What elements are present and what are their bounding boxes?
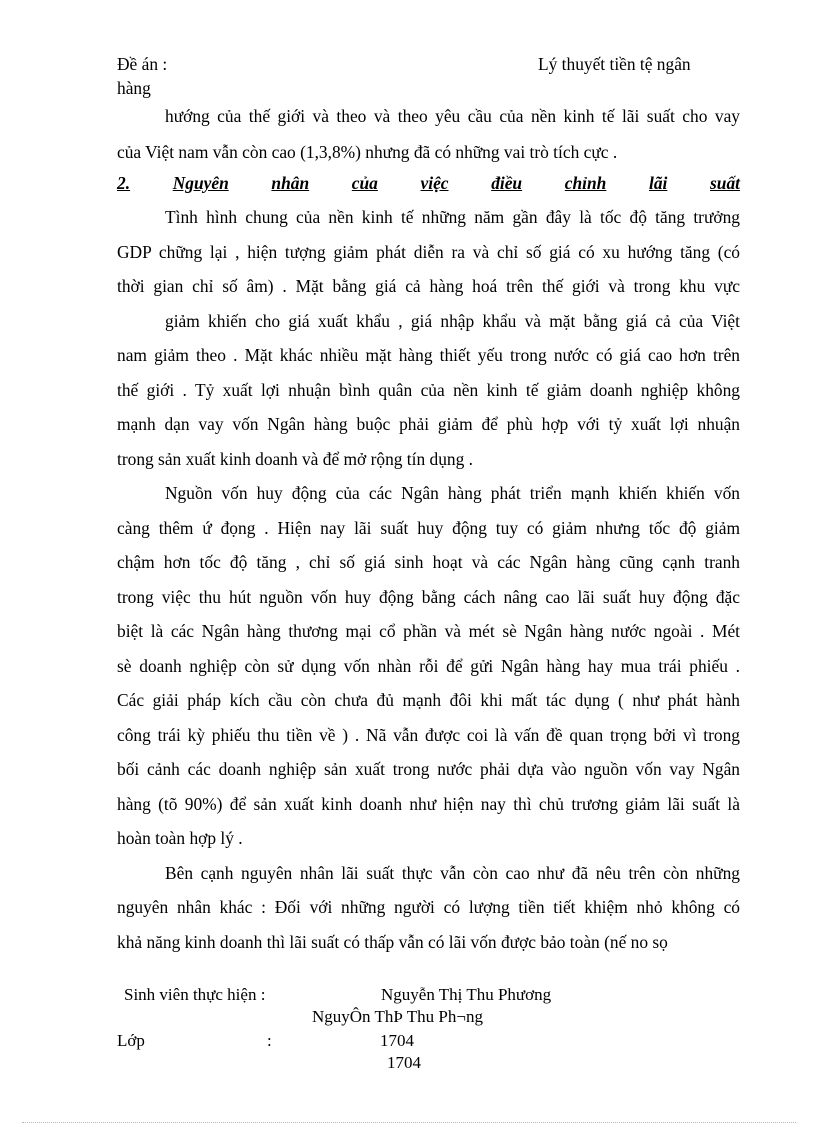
header-right: Lý thuyết tiền tệ ngân (538, 54, 691, 74)
body-line: mạnh dạn vay vốn Ngân hàng buộc phải giảm để phù hợp với tỷ xuất lợi nhuận (117, 414, 740, 434)
body-line: nam giảm theo . Mặt khác nhiều mặt hàng thiết yếu trong nước có giá cao hơn trên (117, 345, 740, 365)
body-line: sè doanh nghiệp còn sử dụng vốn nhàn rỗi để gửi Ngân hàng hay mua trái phiếu . (117, 656, 740, 676)
body-line: GDP chững lại , hiện tượng giảm phát diễn ra và chỉ số giá có xu hướng tăng (có (117, 242, 740, 262)
body-line: công trái kỳ phiếu thu tiền về ) . Nã vẫn được coi là vấn đề quan trọng bởi vì trong (117, 725, 740, 745)
header-left: Đề án : (117, 54, 168, 74)
body-line: biệt là các Ngân hàng thương mại cổ phần và mét sè Ngân hàng nước ngoài . Mét (117, 621, 740, 641)
body-line: Bên cạnh nguyên nhân lãi suất thực vẫn còn cao như đã nêu trên còn những (165, 863, 740, 883)
section-heading (117, 173, 740, 197)
body-line: hướng của thế giới và theo và theo yêu cầu của nền kinh tế lãi suất cho vay (165, 106, 740, 126)
body-line: hoàn toàn hợp lý . (117, 828, 243, 848)
body-line: trong việc thu hút nguồn vốn huy động bằng cách nâng cao lãi suất huy động đặc (117, 587, 740, 607)
heading-word: của (351, 173, 378, 193)
heading-number: 2. (117, 173, 131, 193)
heading-word: việc (420, 173, 449, 193)
footer-class-colon: : (267, 1031, 272, 1050)
heading-word: suất (710, 173, 740, 193)
heading-word: lãi (649, 173, 668, 193)
heading-word: chỉnh (564, 173, 607, 193)
body-line: Tình hình chung của nền kinh tế những năm gần đây là tốc độ tăng trưởng (165, 207, 740, 227)
body-line: bối cảnh các doanh nghiệp sản xuất trong nước phải dựa vào nguồn vốn vay Ngân (117, 759, 740, 779)
body-line: giảm khiến cho giá xuất khẩu , giá nhập khẩu và mặt bằng giá cả của Việt (165, 311, 740, 331)
heading-word: điều (491, 173, 523, 193)
heading-word: Nguyên (172, 173, 229, 193)
footer-class-value: 1704 (380, 1031, 414, 1050)
footer-student-label: Sinh viên thực hiện : (124, 985, 266, 1004)
footer-class-value-2: 1704 (387, 1053, 421, 1072)
footer-class-label: Lớp (117, 1031, 145, 1050)
body-line: chậm hơn tốc độ tăng , chỉ số giá sinh hoạt và các Ngân hàng cũng cạnh tranh (117, 552, 740, 572)
body-line: càng thêm ứ đọng . Hiện nay lãi suất huy động tuy có giảm nhưng tốc độ giảm (117, 518, 740, 538)
body-line: nguyên nhân khác : Đối với những người có lượng tiền tiết khiệm nhỏ không có (117, 897, 740, 917)
body-line: trong sản xuất kinh doanh và để mở rộng tín dụng . (117, 449, 473, 469)
body-line: thế giới . Tỷ xuất lợi nhuận bình quân của nền kinh tế giảm doanh nghiệp không (117, 380, 740, 400)
body-line: thời gian chỉ số âm) . Mặt bằng giá cả hàng hoá trên thế giới và trong khu vực (117, 276, 740, 296)
body-line: khả năng kinh doanh thì lãi suất có thấp vẫn có lãi vốn được bảo toàn (nế no sọ (117, 932, 668, 952)
body-line: của Việt nam vẫn còn cao (1,3,8%) nhưng đã có những vai trò tích cực . (117, 142, 618, 162)
body-line: Nguồn vốn huy động của các Ngân hàng phát triển mạnh khiến khiến vốn (165, 483, 740, 503)
body-line: Các giải pháp kích cầu còn chưa đủ mạnh đôi khi mất tác dụng ( như phát hành (117, 690, 740, 710)
footer-student-name: Nguyễn Thị Thu Phương (381, 985, 552, 1004)
body-line: hàng (tõ 90%) để sản xuất kinh doanh như hiện nay thì chủ trương giảm lãi suất là (117, 794, 740, 814)
footer-student-name-garbled: NguyÔn ThÞ Thu Ph¬ng (312, 1007, 483, 1026)
header-wrap: hàng (117, 78, 151, 98)
heading-word: nhân (271, 173, 310, 193)
